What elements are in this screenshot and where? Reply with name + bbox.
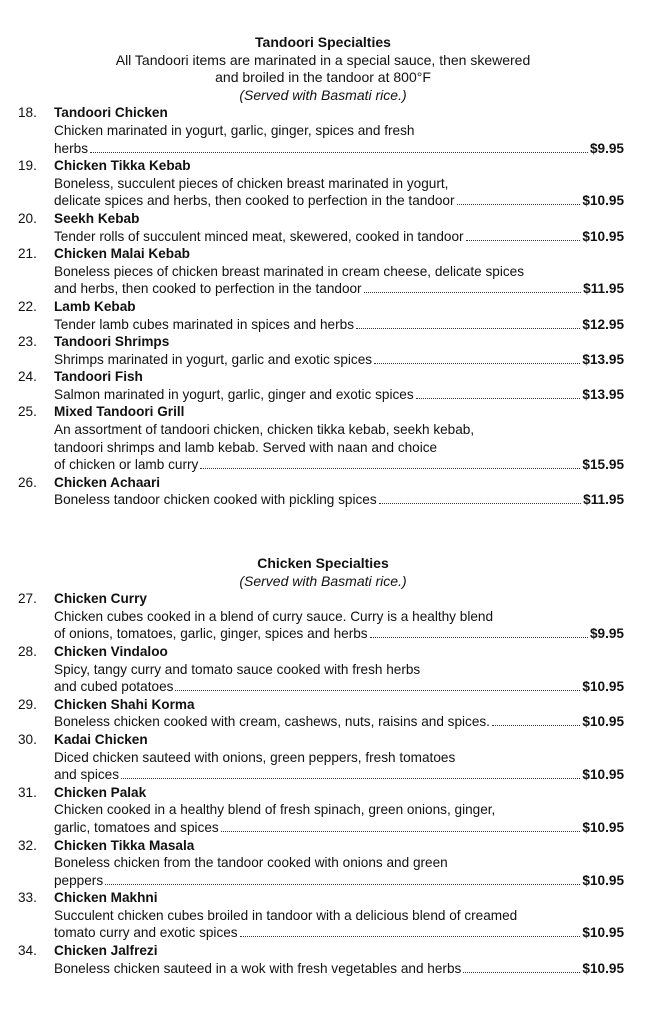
item-price-line xyxy=(54,351,624,369)
section-title: Chicken Specialties xyxy=(257,555,389,571)
section-note: (Served with Basmati rice.) xyxy=(239,86,407,103)
item-name: Chicken Tikka Kebab xyxy=(54,158,191,174)
dot-leader xyxy=(221,831,581,832)
item-price: $10.95 xyxy=(582,679,624,695)
dot-leader xyxy=(379,503,582,504)
item-number: 19. xyxy=(18,158,37,174)
item-description-line: Boneless chicken cooked with cream, cashews, nuts, raisins and spices. xyxy=(54,714,490,730)
item-price: $13.95 xyxy=(582,386,624,402)
item-number: 23. xyxy=(18,334,37,350)
item-description-line: and cubed potatoes xyxy=(54,679,174,695)
dot-leader xyxy=(356,328,580,329)
menu-item xyxy=(0,157,646,210)
item-price: $9.95 xyxy=(589,140,624,156)
dot-leader xyxy=(416,398,581,399)
item-name: Chicken Vindaloo xyxy=(54,643,168,659)
item-name: Lamb Kebab xyxy=(54,298,136,314)
item-description-line: Diced chicken sauteed with onions, green peppers, fresh tomatoes xyxy=(54,749,456,765)
item-price-line xyxy=(54,316,624,334)
item-price: $9.95 xyxy=(589,626,624,642)
item-number: 27. xyxy=(18,591,37,607)
item-description-line: and spices xyxy=(54,767,119,783)
item-name: Chicken Tikka Masala xyxy=(54,837,195,853)
dot-leader xyxy=(90,152,588,153)
menu-item xyxy=(0,643,646,696)
item-name: Chicken Jalfrezi xyxy=(54,943,158,959)
item-description-line: Spicy, tangy curry and tomato sauce cooked with fresh herbs xyxy=(54,661,421,677)
item-description-line: Salmon marinated in yogurt, garlic, ginger and exotic spices xyxy=(54,386,414,402)
item-number: 20. xyxy=(18,210,37,226)
item-number: 28. xyxy=(18,643,37,659)
dot-leader xyxy=(370,637,588,638)
item-price-line xyxy=(54,960,624,978)
item-description-line: Boneless, succulent pieces of chicken breast marinated in yogurt, xyxy=(54,175,449,191)
item-price-line xyxy=(54,386,624,404)
menu-item xyxy=(0,784,646,837)
item-number: 21. xyxy=(18,246,37,262)
dot-leader xyxy=(105,884,580,885)
item-price-line xyxy=(54,924,624,942)
item-price-line xyxy=(54,140,624,158)
dot-leader xyxy=(364,292,582,293)
item-price-line xyxy=(54,872,624,890)
item-price: $10.95 xyxy=(582,960,624,976)
item-name: Chicken Palak xyxy=(54,784,147,800)
menu-item xyxy=(0,889,646,942)
dot-leader xyxy=(240,936,581,937)
menu-item xyxy=(0,104,646,157)
menu-item xyxy=(0,210,646,245)
menu-item xyxy=(0,942,646,977)
item-price-line xyxy=(54,228,624,246)
item-price: $11.95 xyxy=(583,281,624,297)
item-number: 18. xyxy=(18,105,37,121)
item-price: $13.95 xyxy=(582,351,624,367)
chicken-item-list xyxy=(0,590,646,977)
item-price: $10.95 xyxy=(582,767,624,783)
item-price-line xyxy=(54,819,624,837)
menu-item xyxy=(0,474,646,509)
item-number: 31. xyxy=(18,784,37,800)
section-intro-line: and broiled in the tandoor at 800°F xyxy=(215,69,431,86)
tandoori-header xyxy=(0,34,646,104)
item-price-line xyxy=(54,280,624,298)
item-description-line: tandoori shrimps and lamb kebab. Served with naan and choice xyxy=(54,439,438,455)
item-number: 34. xyxy=(18,943,37,959)
menu-item xyxy=(0,837,646,890)
menu-item xyxy=(0,298,646,333)
item-name: Chicken Achaari xyxy=(54,474,161,490)
item-description-line: Boneless pieces of chicken breast marinated in cream cheese, delicate spices xyxy=(54,263,524,279)
dot-leader xyxy=(492,725,580,726)
item-description-line: Boneless chicken sauteed in a wok with fresh vegetables and herbs xyxy=(54,960,462,976)
item-number: 33. xyxy=(18,890,37,906)
item-price-line xyxy=(54,713,624,731)
item-number: 22. xyxy=(18,298,37,314)
chicken-section xyxy=(0,555,646,977)
item-number: 30. xyxy=(18,731,37,747)
item-description-line: Tender lamb cubes marinated in spices and herbs xyxy=(54,316,354,332)
menu-item xyxy=(0,403,646,473)
item-description-line: Chicken cooked in a healthy blend of fresh spinach, green onions, ginger, xyxy=(54,802,496,818)
section-intro-line: All Tandoori items are marinated in a special sauce, then skewered xyxy=(115,51,531,68)
item-price: $10.95 xyxy=(582,714,624,730)
dot-leader xyxy=(374,363,580,364)
item-price: $10.95 xyxy=(582,193,624,209)
item-price-line xyxy=(54,678,624,696)
item-price: $10.95 xyxy=(582,228,624,244)
dot-leader xyxy=(121,778,580,779)
item-description-line: peppers xyxy=(54,872,104,888)
item-name: Chicken Malai Kebab xyxy=(54,246,190,262)
item-description-line: garlic, tomatoes and spices xyxy=(54,819,219,835)
item-name: Tandoori Shrimps xyxy=(54,334,170,350)
item-description-line: of onions, tomatoes, garlic, ginger, spices and herbs xyxy=(54,626,368,642)
item-name: Chicken Makhni xyxy=(54,890,158,906)
item-number: 29. xyxy=(18,696,37,712)
item-name: Chicken Curry xyxy=(54,591,147,607)
item-price-line xyxy=(54,192,624,210)
item-description-line: herbs xyxy=(54,140,89,156)
section-note: (Served with Basmati rice.) xyxy=(239,572,407,589)
dot-leader xyxy=(200,468,580,469)
item-description-line: Tender rolls of succulent minced meat, skewered, cooked in tandoor xyxy=(54,228,464,244)
item-price-line xyxy=(54,456,624,474)
item-description-line: and herbs, then cooked to perfection in the tandoor xyxy=(54,281,362,297)
item-name: Seekh Kebab xyxy=(54,210,140,226)
item-description-line: Boneless tandoor chicken cooked with pickling spices xyxy=(54,492,377,508)
section-title: Tandoori Specialties xyxy=(255,34,391,50)
menu-item xyxy=(0,590,646,643)
item-number: 32. xyxy=(18,837,37,853)
item-description-line: Boneless chicken from the tandoor cooked with onions and green xyxy=(54,855,448,871)
item-price-line xyxy=(54,625,624,643)
menu-item xyxy=(0,368,646,403)
item-description-line: tomato curry and exotic spices xyxy=(54,925,238,941)
item-name: Tandoori Fish xyxy=(54,369,143,385)
dot-leader xyxy=(175,690,580,691)
menu-item xyxy=(0,696,646,731)
item-price-line xyxy=(54,491,624,509)
item-description-line: An assortment of tandoori chicken, chicken tikka kebab, seekh kebab, xyxy=(54,422,475,438)
chicken-header xyxy=(0,555,646,590)
item-description-line: Chicken marinated in yogurt, garlic, ginger, spices and fresh xyxy=(54,122,415,138)
item-description-line: delicate spices and herbs, then cooked to perfection in the tandoor xyxy=(54,193,455,209)
tandoori-section xyxy=(0,34,646,509)
item-name: Kadai Chicken xyxy=(54,731,148,747)
menu-item xyxy=(0,731,646,784)
item-price: $10.95 xyxy=(582,819,624,835)
tandoori-item-list xyxy=(0,104,646,509)
item-description-line: of chicken or lamb curry xyxy=(54,457,199,473)
dot-leader xyxy=(466,240,581,241)
item-number: 26. xyxy=(18,474,37,490)
item-price: $12.95 xyxy=(582,316,624,332)
item-price-line xyxy=(54,766,624,784)
dot-leader xyxy=(463,972,580,973)
item-number: 25. xyxy=(18,404,37,420)
item-name: Tandoori Chicken xyxy=(54,105,168,121)
item-number: 24. xyxy=(18,369,37,385)
item-price: $11.95 xyxy=(583,492,624,508)
item-description-line: Chicken cubes cooked in a blend of curry sauce. Curry is a healthy blend xyxy=(54,608,494,624)
item-price: $15.95 xyxy=(582,457,624,473)
menu-item xyxy=(0,245,646,298)
item-price: $10.95 xyxy=(582,925,624,941)
dot-leader xyxy=(457,204,581,205)
item-name: Chicken Shahi Korma xyxy=(54,696,195,712)
item-description-line: Succulent chicken cubes broiled in tandoor with a delicious blend of creamed xyxy=(54,907,518,923)
item-name: Mixed Tandoori Grill xyxy=(54,404,185,420)
item-description-line: Shrimps marinated in yogurt, garlic and exotic spices xyxy=(54,351,373,367)
menu-item xyxy=(0,333,646,368)
item-price: $10.95 xyxy=(582,872,624,888)
